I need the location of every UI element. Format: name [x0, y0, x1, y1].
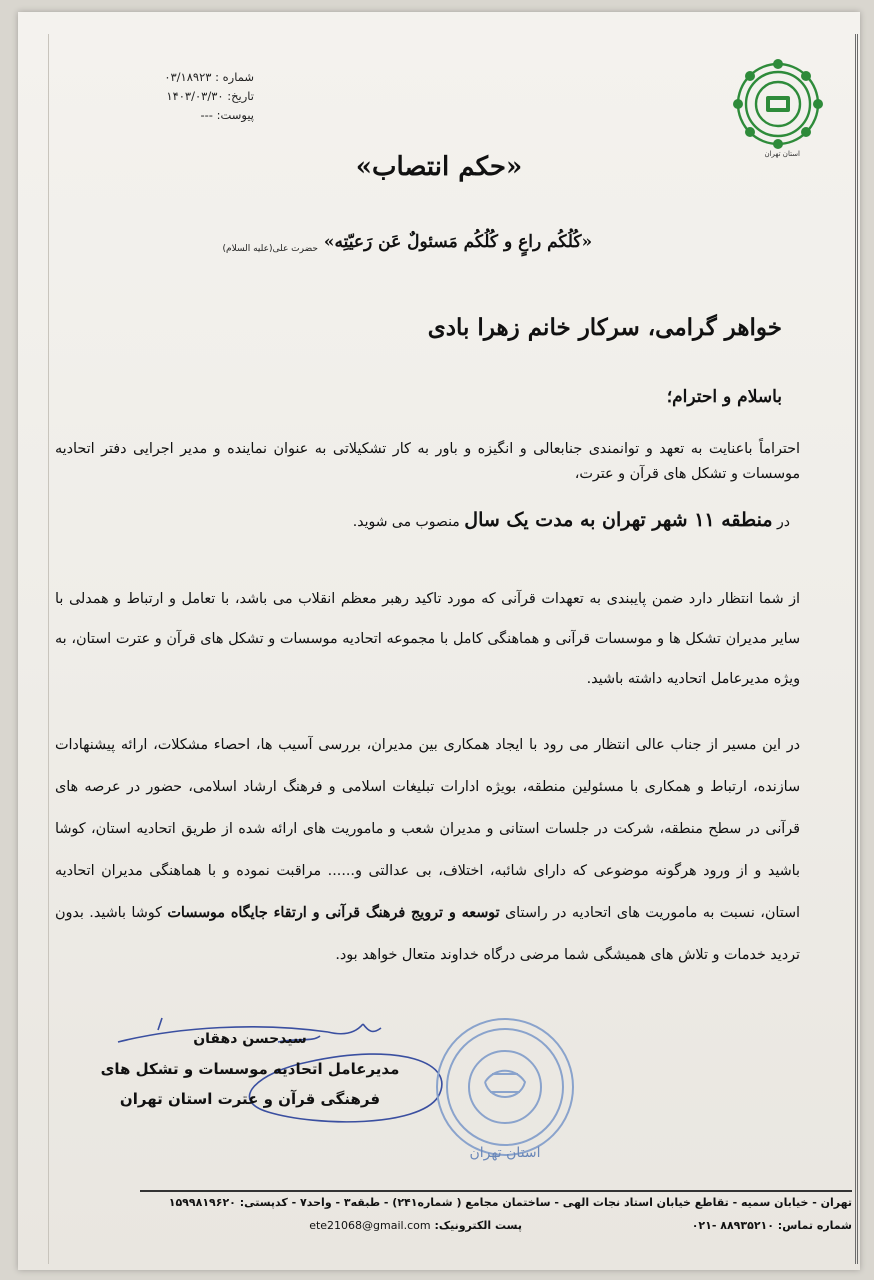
- paragraph-3: [55, 724, 800, 976]
- letter-meta: [74, 68, 254, 125]
- district-bold: منطقه ۱۱ شهر تهران به مدت یک سال: [464, 509, 773, 531]
- paragraph-1: احتراماً باعنایت به تعهد و توانمندی جنابعالی و انگیزه و باور به کار تشکیلاتی به عنوان نماینده و مدیر اجرایی دفتر اتحادیه موسسات و تشکل های قرآن و عترت،: [55, 441, 800, 482]
- district-line: [90, 509, 790, 531]
- paragraph-3-bold: توسعه و ترویج فرهنگ قرآنی و ارتقاء جایگاه موسسات: [167, 905, 500, 921]
- footer-email: [309, 1219, 522, 1232]
- attachment-label: پیوست:: [216, 108, 254, 122]
- letter-date: [74, 87, 254, 106]
- motto: «کُلُکُم راعٍ و کُلُکُم مَسئولٌ عَن رَعیّتِه»: [323, 232, 593, 252]
- organization-logo-icon: [732, 58, 824, 158]
- footer-address: تهران - خیابان سمیه - تقاطع خیابان استاد نجات الهی - ساختمان مجامع ( شماره۲۴۱) - طبقه۳ - واحد۷ - کدپستی: ۱۵۹۹۸۱۹۶۲۰: [168, 1196, 852, 1209]
- date-value: ۱۴۰۳/۰۳/۳۰: [166, 89, 224, 103]
- letter-number: [74, 68, 254, 87]
- stamp-label: استان تهران: [469, 1145, 541, 1161]
- attachment-value: ---: [200, 108, 213, 122]
- letter-attachment: [74, 106, 254, 125]
- number-value: ۰۳/۱۸۹۲۳: [164, 70, 212, 84]
- district-prefix: در: [777, 514, 790, 530]
- footer-divider: [140, 1190, 852, 1192]
- signatory-name: سیدحسن دهقان: [193, 1031, 307, 1047]
- signatory-title-line-1: مدیرعامل اتحادیه موسسات و تشکل های: [100, 1060, 400, 1078]
- email-label: پست الکترونیک:: [434, 1219, 522, 1232]
- footer: [140, 1196, 852, 1239]
- date-label: تاریخ:: [227, 89, 254, 103]
- footer-contact-row: [140, 1219, 852, 1239]
- page-title: «حکم انتصاب»: [355, 152, 523, 182]
- signature-block: [80, 1024, 420, 1114]
- greeting: باسلام و احترام؛: [666, 387, 782, 407]
- email-address[interactable]: ete21068@gmail.com: [309, 1219, 431, 1232]
- official-stamp-icon: [430, 1012, 580, 1162]
- paragraph-3-part-2: کوشا باشید. بدون تردید خدمات و تلاش های همیشگی شما مرضی درگاه خداوند متعال خواهد بود.: [55, 905, 800, 963]
- motto-source: حضرت علی(علیه السلام): [222, 244, 318, 254]
- addressee: خواهر گرامی، سرکار خانم زهرا بادی: [427, 314, 782, 341]
- logo-caption: استان تهران: [764, 150, 800, 158]
- footer-phone: شماره تماس: ۸۸۹۳۵۲۱۰ -۰۲۱: [691, 1219, 852, 1232]
- letter-page: [18, 12, 860, 1270]
- district-suffix: منصوب می شوید.: [352, 514, 460, 530]
- paragraph-2: از شما انتظار دارد ضمن پایبندی به تعهدات قرآنی که مورد تاکید رهبر معظم انقلاب می باشد، با تعامل و ارتباط و همدلی با سایر مدیران تشکل ها و موسسات قرآنی و هماهنگی کامل با مجموعه اتحادیه موسسات و تشکل های قرآن و عترت استان، به ویژه مدیرعامل اتحادیه داشته باشید.: [55, 591, 800, 687]
- signatory-title-line-2: فرهنگی قرآن و عترت استان تهران: [119, 1090, 381, 1108]
- paragraph-3-part-1: در این مسیر از جناب عالی انتظار می رود با ایجاد همکاری بین مدیران، بررسی آسیب ها، احصاء مشکلات، ارائه پیشنهادات سازنده، ارتباط و همکاری با مسئولین منطقه، بویژه ادارات تبلیغات اسلامی و فرهنگ ارشاد اسلامی، حضور در عرصه های قرآنی در سطح منطقه، شرکت در جلسات استانی و مدیران شعب و ماموریت های ارائه شده از طریق اتحادیه استان، کوشا باشید و از ورود هرگونه موضوعی که دارای شائبه، اختلاف، بی عدالتی و...... مراقبت نموده و با هماهنگی مدیران اتحادیه استان، نسبت به ماموریت های اتحادیه در راستای: [55, 737, 801, 921]
- number-label: شماره :: [215, 70, 254, 84]
